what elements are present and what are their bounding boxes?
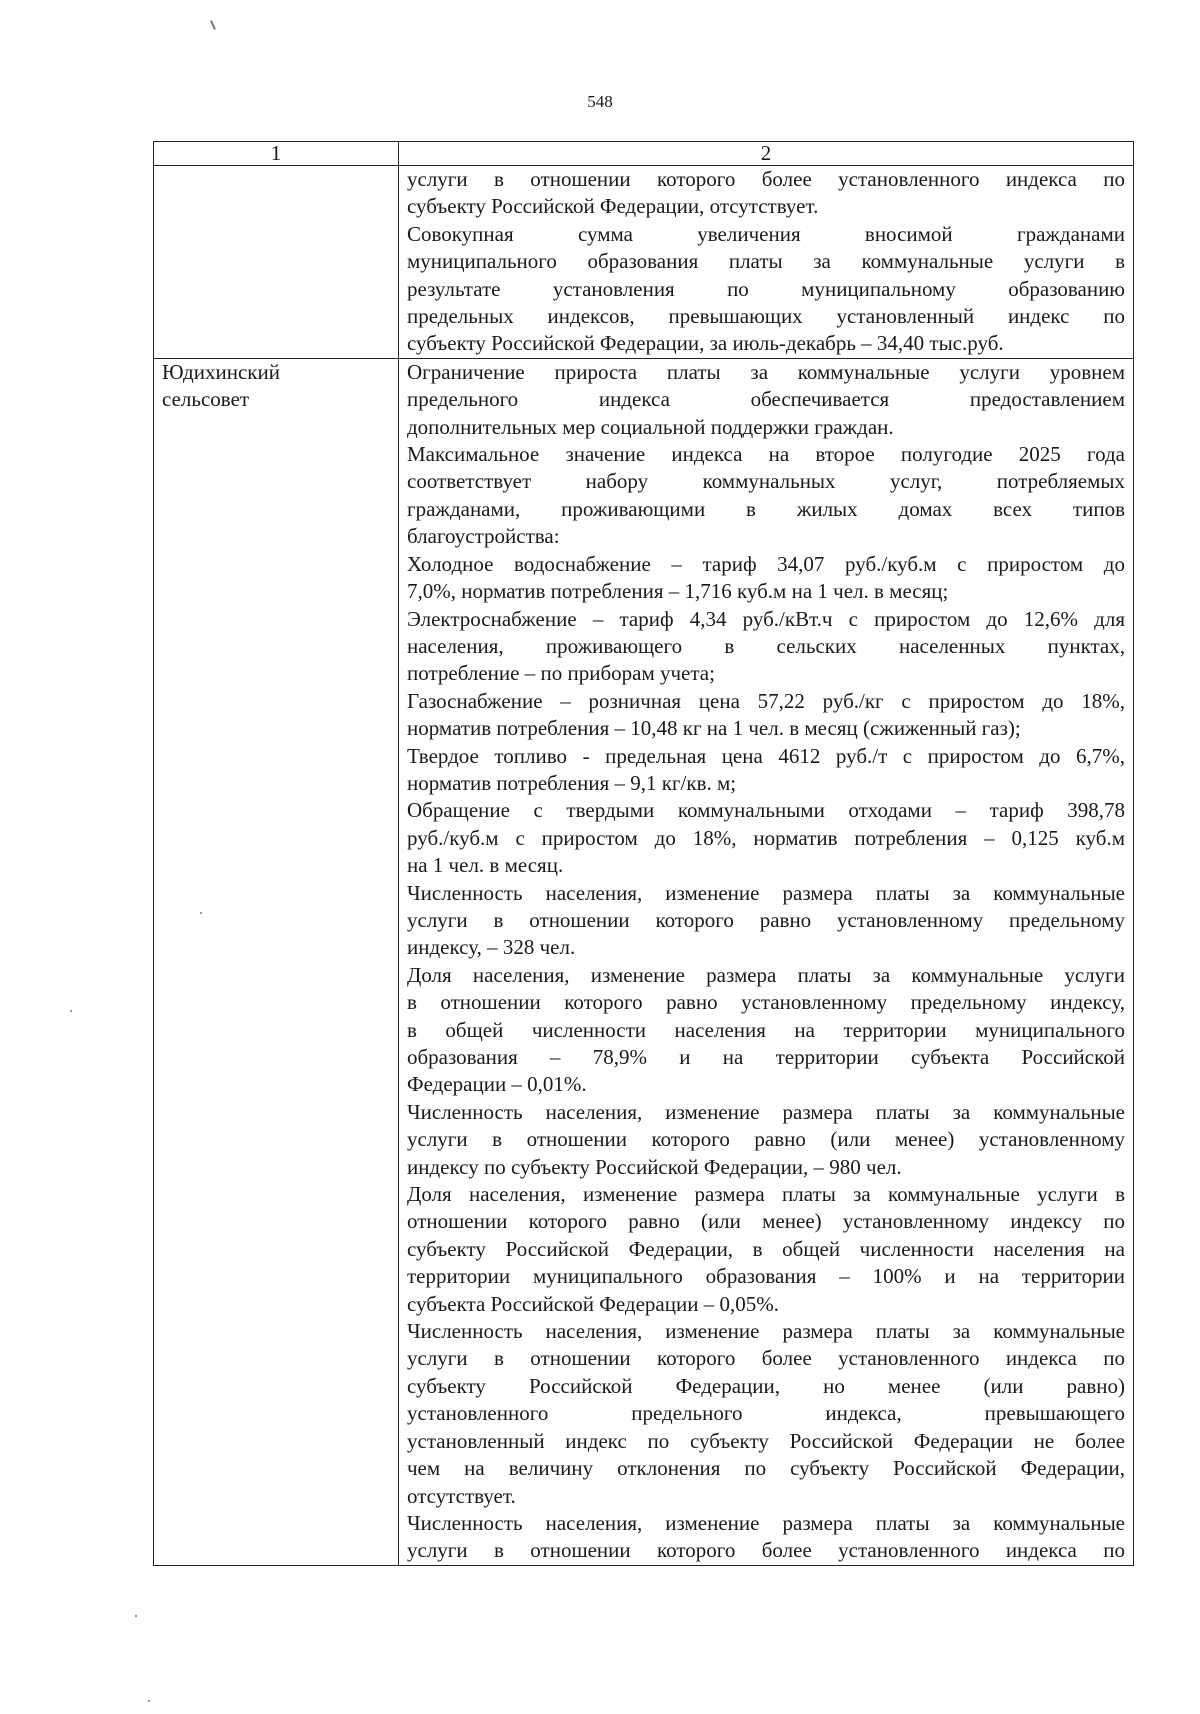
scan-speck [70,1010,72,1012]
text-line: установленный индекс по субъекту Российской Федерации не более [407,1428,1125,1453]
text-line: услуги в отношении которого равно установленному предельному [407,907,1125,932]
table-row [154,358,1134,1565]
text-line: субъекту Российской Федерации, за июль-декабрь – 34,40 тыс.руб. [407,331,1004,356]
text-line: чем на величину отклонения по субъекту Российской Федерации, [407,1456,1125,1481]
municipality-name-line: сельсовет [162,387,250,412]
text-line: отсутствует. [407,1483,516,1508]
text-line: субъекту Российской Федерации, но менее (или равно) [407,1373,1125,1398]
data-table [153,141,1134,1566]
page-number: 548 [587,92,613,111]
table-row [154,166,1134,359]
text-line: Электроснабжение – тариф 4,34 руб./кВт.ч с приростом до 12,6% для [407,606,1125,631]
text-line: предельного индекса обеспечивается предоставлением [407,387,1125,412]
text-line: в общей численности населения на территории муниципального [407,1017,1125,1042]
text-line: Ограничение прироста платы за коммунальные услуги уровнем [407,359,1125,384]
text-line: предельных индексов, превышающих установленный индекс по [407,304,1125,329]
text-line: потребление – по приборам учета; [407,661,715,686]
text-line: норматив потребления – 10,48 кг на 1 чел. в месяц (сжиженный газ); [407,716,1021,741]
description-cell [399,166,1134,359]
text-line: соответствует набору коммунальных услуг, потребляемых [407,469,1125,494]
scan-speck [200,912,202,914]
text-line: Численность населения, изменение размера платы за коммунальные [407,1099,1125,1124]
description-cell [399,358,1134,1565]
text-line: Максимальное значение индекса на второе полугодие 2025 года [407,442,1125,467]
municipality-cell [154,358,399,1565]
text-line: установленного предельного индекса, превышающего [407,1401,1125,1426]
text-line: услуги в отношении которого более установленного индекса по [407,167,1125,191]
text-line: Твердое топливо - предельная цена 4612 руб./т с приростом до 6,7%, [407,743,1125,768]
text-line: 7,0%, норматив потребления – 1,716 куб.м на 1 чел. в месяц; [407,579,949,604]
text-line: благоустройства: [407,524,560,549]
text-line: услуги в отношении которого более установленного индекса по [407,1346,1125,1371]
text-line: Федерации – 0,01%. [407,1072,587,1097]
text-line: территории муниципального образования – 100% и на территории [407,1264,1125,1289]
column-header-2: 2 [399,142,1134,166]
text-line: Доля населения, изменение размера платы за коммунальные услуги в [407,1182,1125,1207]
text-line: отношении которого равно (или менее) установленному индексу по [407,1209,1125,1234]
municipality-cell [154,166,399,359]
scan-speck [210,20,216,30]
text-line: субъекту Российской Федерации, отсутствует. [407,194,819,219]
text-line: Холодное водоснабжение – тариф 34,07 руб./куб.м с приростом до [407,551,1125,576]
text-line: услуги в отношении которого более установленного индекса по [407,1538,1125,1563]
text-line: гражданами, проживающими в жилых домах всех типов [407,496,1125,521]
text-line: руб./куб.м с приростом до 18%, норматив потребления – 0,125 куб.м [407,825,1125,850]
text-line: Численность населения, изменение размера платы за коммунальные [407,1319,1125,1344]
table-header-row [154,142,1134,166]
column-header-1: 1 [154,142,399,166]
text-line: Доля населения, изменение размера платы за коммунальные услуги [407,962,1125,987]
scan-speck [135,1615,137,1617]
scan-speck [148,1700,150,1702]
text-line: Газоснабжение – розничная цена 57,22 руб./кг с приростом до 18%, [407,688,1125,713]
text-line: Численность населения, изменение размера платы за коммунальные [407,1510,1125,1535]
text-line: результате установления по муниципальному образованию [407,276,1125,301]
text-line: на 1 чел. в месяц. [407,853,564,878]
municipality-name-line: Юдихинский [162,359,280,384]
text-line: населения, проживающего в сельских населенных пунктах, [407,633,1125,658]
text-line: субъекта Российской Федерации – 0,05%. [407,1291,779,1316]
text-line: муниципального образования платы за коммунальные услуги в [407,249,1125,274]
text-line: в отношении которого равно установленному предельному индексу, [407,990,1125,1015]
text-line: Обращение с твердыми коммунальными отходами – тариф 398,78 [407,798,1125,823]
text-line: субъекту Российской Федерации, в общей численности населения на [407,1236,1125,1261]
text-line: индексу, – 328 чел. [407,935,576,960]
text-line: образования – 78,9% и на территории субъекта Российской [407,1045,1125,1069]
text-line: индексу по субъекту Российской Федерации, – 980 чел. [407,1154,902,1179]
text-line: Численность населения, изменение размера платы за коммунальные [407,880,1125,905]
text-line: Совокупная сумма увеличения вносимой гражданами [407,221,1125,246]
text-line: услуги в отношении которого равно (или менее) установленному [407,1127,1125,1152]
text-line: норматив потребления – 9,1 кг/кв. м; [407,770,737,795]
text-line: дополнительных мер социальной поддержки граждан. [407,414,894,439]
